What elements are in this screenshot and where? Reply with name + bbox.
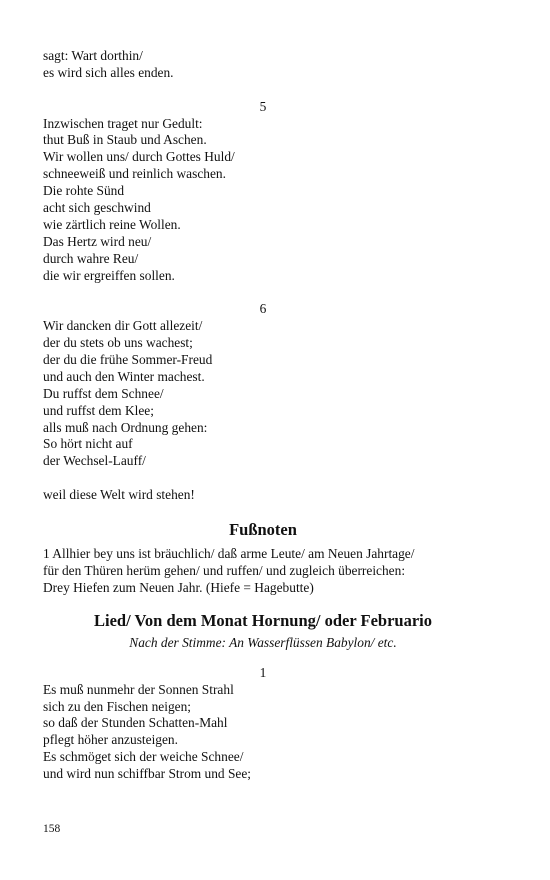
verse-line: wie zärtlich reine Wollen. bbox=[43, 216, 181, 232]
stanza-number: 5 bbox=[259, 98, 267, 114]
verse-line: Inzwischen traget nur Gedult: bbox=[43, 115, 203, 131]
footnotes-heading: Fußnoten bbox=[229, 520, 297, 540]
verse-line: schneeweiß und reinlich waschen. bbox=[43, 166, 226, 182]
verse-line: und wird nun schiffbar Strom und See; bbox=[43, 766, 252, 782]
verse-line: die wir ergreiffen sollen. bbox=[43, 267, 175, 283]
verse-line: und ruffst dem Klee; bbox=[43, 402, 154, 418]
song-title: Lied/ Von dem Monat Hornung/ oder Februario bbox=[94, 610, 432, 630]
verse-line: sagt: Wart dorthin/ bbox=[43, 48, 143, 63]
verse-line: so daß der Stunden Schatten-Mahl bbox=[43, 715, 228, 731]
verse-line: Es muß nunmehr der Sonnen Strahl bbox=[43, 681, 234, 697]
intro-lines bbox=[43, 48, 483, 82]
stanza-6 bbox=[43, 301, 483, 504]
verse-line: Du ruffst dem Schnee/ bbox=[43, 385, 164, 401]
verse-line: es wird sich alles enden. bbox=[43, 64, 174, 80]
footnotes-section bbox=[43, 520, 483, 597]
page-body bbox=[43, 48, 483, 783]
verse-line: So hört nicht auf bbox=[43, 436, 133, 452]
verse-line: der Wechsel-Lauff/ bbox=[43, 453, 146, 469]
verse-line: der du stets ob uns wachest; bbox=[43, 335, 193, 351]
stanza-5 bbox=[43, 99, 483, 285]
song-section bbox=[43, 611, 483, 783]
verse-line: pflegt höher anzusteigen. bbox=[43, 732, 178, 748]
verse-line: weil diese Welt wird stehen! bbox=[43, 487, 195, 503]
verse-line: Wir dancken dir Gott allezeit/ bbox=[43, 318, 203, 334]
verse-line: der du die frühe Sommer-Freud bbox=[43, 352, 213, 368]
verse-line: durch wahre Reu/ bbox=[43, 250, 139, 266]
verse-line: und auch den Winter machest. bbox=[43, 368, 205, 384]
verse-line: Es schmöget sich der weiche Schnee/ bbox=[43, 749, 244, 765]
stanza-number: 1 bbox=[259, 664, 267, 680]
verse-line: alls muß nach Ordnung gehen: bbox=[43, 419, 208, 435]
verse-line: Das Hertz wird neu/ bbox=[43, 233, 152, 249]
verse-line: acht sich geschwind bbox=[43, 200, 151, 216]
verse-line: Wir wollen uns/ durch Gottes Huld/ bbox=[43, 149, 235, 165]
stanza-number: 6 bbox=[259, 301, 267, 317]
song-subtitle: Nach der Stimme: An Wasserflüssen Babylon/ etc. bbox=[129, 634, 397, 650]
verse-line: thut Buß in Staub und Aschen. bbox=[43, 132, 207, 148]
footnote-line: 1 Allhier bey uns ist bräuchlich/ daß arme Leute/ am Neuen Jahrtage/ bbox=[43, 546, 415, 562]
verse-line: sich zu den Fischen neigen; bbox=[43, 698, 192, 714]
page-number: 158 bbox=[43, 823, 61, 835]
verse-line: Die rohte Sünd bbox=[43, 183, 125, 199]
footnote-line: für den Thüren herüm gehen/ und ruffen/ und zugleich überreichen: bbox=[43, 562, 406, 578]
footnote-line: Drey Hiefen zum Neuen Jahr. (Hiefe = Hagebutte) bbox=[43, 579, 314, 595]
